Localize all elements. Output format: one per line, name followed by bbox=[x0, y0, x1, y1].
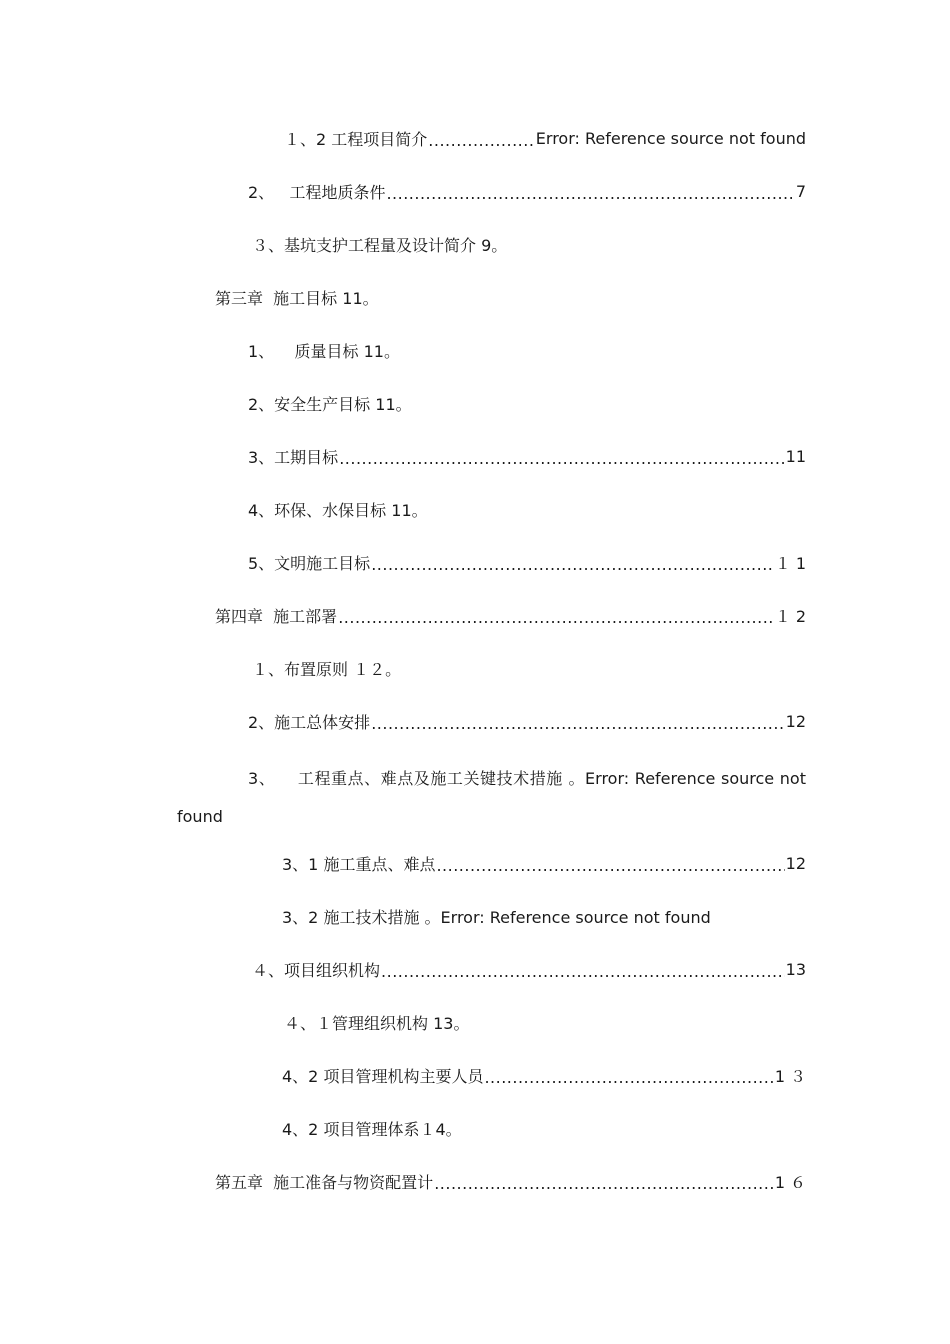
toc-entry-label: 3、2 施工技术措施 。Error: Reference source not found bbox=[282, 907, 711, 927]
toc-chapter-4[interactable] bbox=[215, 603, 811, 627]
toc-entry-civilized[interactable] bbox=[248, 550, 811, 574]
toc-entry-page: １2 bbox=[774, 606, 811, 626]
toc-entry-page: 1３ bbox=[774, 1066, 811, 1086]
toc-entry-page: 1６ bbox=[774, 1172, 811, 1192]
toc-entry-label: 第五章 施工准备与物资配置计 bbox=[215, 1172, 434, 1192]
toc-entry-4-1[interactable] bbox=[284, 1010, 469, 1034]
toc-entry-page: 11 bbox=[785, 446, 806, 466]
dot-leader bbox=[484, 1068, 773, 1087]
toc-entry-label: １、布置原则 １２。 bbox=[252, 659, 402, 679]
dot-leader bbox=[428, 131, 535, 150]
toc-entry-page: Error: Reference source not found bbox=[535, 128, 806, 148]
toc-entry-3-1[interactable] bbox=[282, 851, 806, 875]
dot-leader bbox=[371, 714, 784, 733]
toc-entry-3-2[interactable] bbox=[282, 904, 711, 928]
dot-leader bbox=[386, 184, 794, 203]
toc-entry-page: 7 bbox=[795, 181, 806, 201]
toc-entry-label: ４、项目组织机构 bbox=[252, 960, 381, 980]
toc-entry-label: 1、 质量目标 11。 bbox=[248, 341, 400, 361]
toc-entry-1-2[interactable] bbox=[284, 126, 806, 150]
toc-entry-2[interactable] bbox=[248, 179, 806, 203]
toc-entry-overall-plan[interactable] bbox=[248, 709, 806, 733]
toc-entry-key-points[interactable]: 3、 工程重点、难点及施工关键技术措施 。Error: Reference source not found bbox=[177, 769, 812, 826]
dot-leader bbox=[434, 1174, 774, 1193]
toc-chapter-3[interactable] bbox=[215, 285, 379, 309]
toc-entry-label: 4、2 项目管理机构主要人员 bbox=[282, 1066, 484, 1086]
toc-entry-4-2-staff[interactable] bbox=[282, 1063, 811, 1087]
toc-entry-label: １、2 工程项目简介 bbox=[284, 129, 428, 149]
dot-leader bbox=[338, 608, 774, 627]
toc-entry-label: ３、基坑支护工程量及设计简介 9。 bbox=[252, 235, 508, 255]
toc-entry-label: 3、工期目标 bbox=[248, 447, 339, 467]
dot-leader bbox=[339, 449, 784, 468]
toc-entry-schedule[interactable] bbox=[248, 444, 806, 468]
toc-entry-page: １1 bbox=[774, 553, 811, 573]
toc-entry-quality[interactable] bbox=[248, 338, 400, 362]
toc-entry-label: ４、１管理组织机构 13。 bbox=[284, 1013, 470, 1033]
toc-entry-page: 13 bbox=[785, 959, 806, 979]
toc-entry-organization[interactable] bbox=[252, 957, 806, 981]
dot-leader bbox=[371, 555, 774, 574]
toc-entry-safety[interactable] bbox=[248, 391, 412, 415]
toc-entry-page: 12 bbox=[785, 853, 806, 873]
toc-entry-environment[interactable] bbox=[248, 497, 428, 521]
toc-entry-label: 3、1 施工重点、难点 bbox=[282, 854, 436, 874]
toc-entry-label: 第四章 施工部署 bbox=[215, 606, 338, 626]
toc-entry-label: 4、2 项目管理体系１4。 bbox=[282, 1119, 462, 1139]
toc-entry-layout-principle[interactable] bbox=[252, 656, 401, 680]
dot-leader bbox=[381, 962, 785, 981]
toc-entry-label: 2、施工总体安排 bbox=[248, 712, 371, 732]
toc-entry-label: 2、 工程地质条件 bbox=[248, 182, 386, 202]
toc-entry-3[interactable] bbox=[252, 232, 507, 256]
toc-entry-label: 4、环保、水保目标 11。 bbox=[248, 500, 428, 520]
toc-entry-label: 5、文明施工目标 bbox=[248, 553, 371, 573]
toc-entry-4-2-system[interactable] bbox=[282, 1116, 462, 1140]
toc-entry-label: 2、安全生产目标 11。 bbox=[248, 394, 412, 414]
toc-entry-label: 第三章 施工目标 11。 bbox=[215, 288, 379, 308]
dot-leader bbox=[436, 856, 784, 875]
toc-chapter-5[interactable] bbox=[215, 1169, 811, 1193]
toc-entry-page: 12 bbox=[785, 711, 806, 731]
